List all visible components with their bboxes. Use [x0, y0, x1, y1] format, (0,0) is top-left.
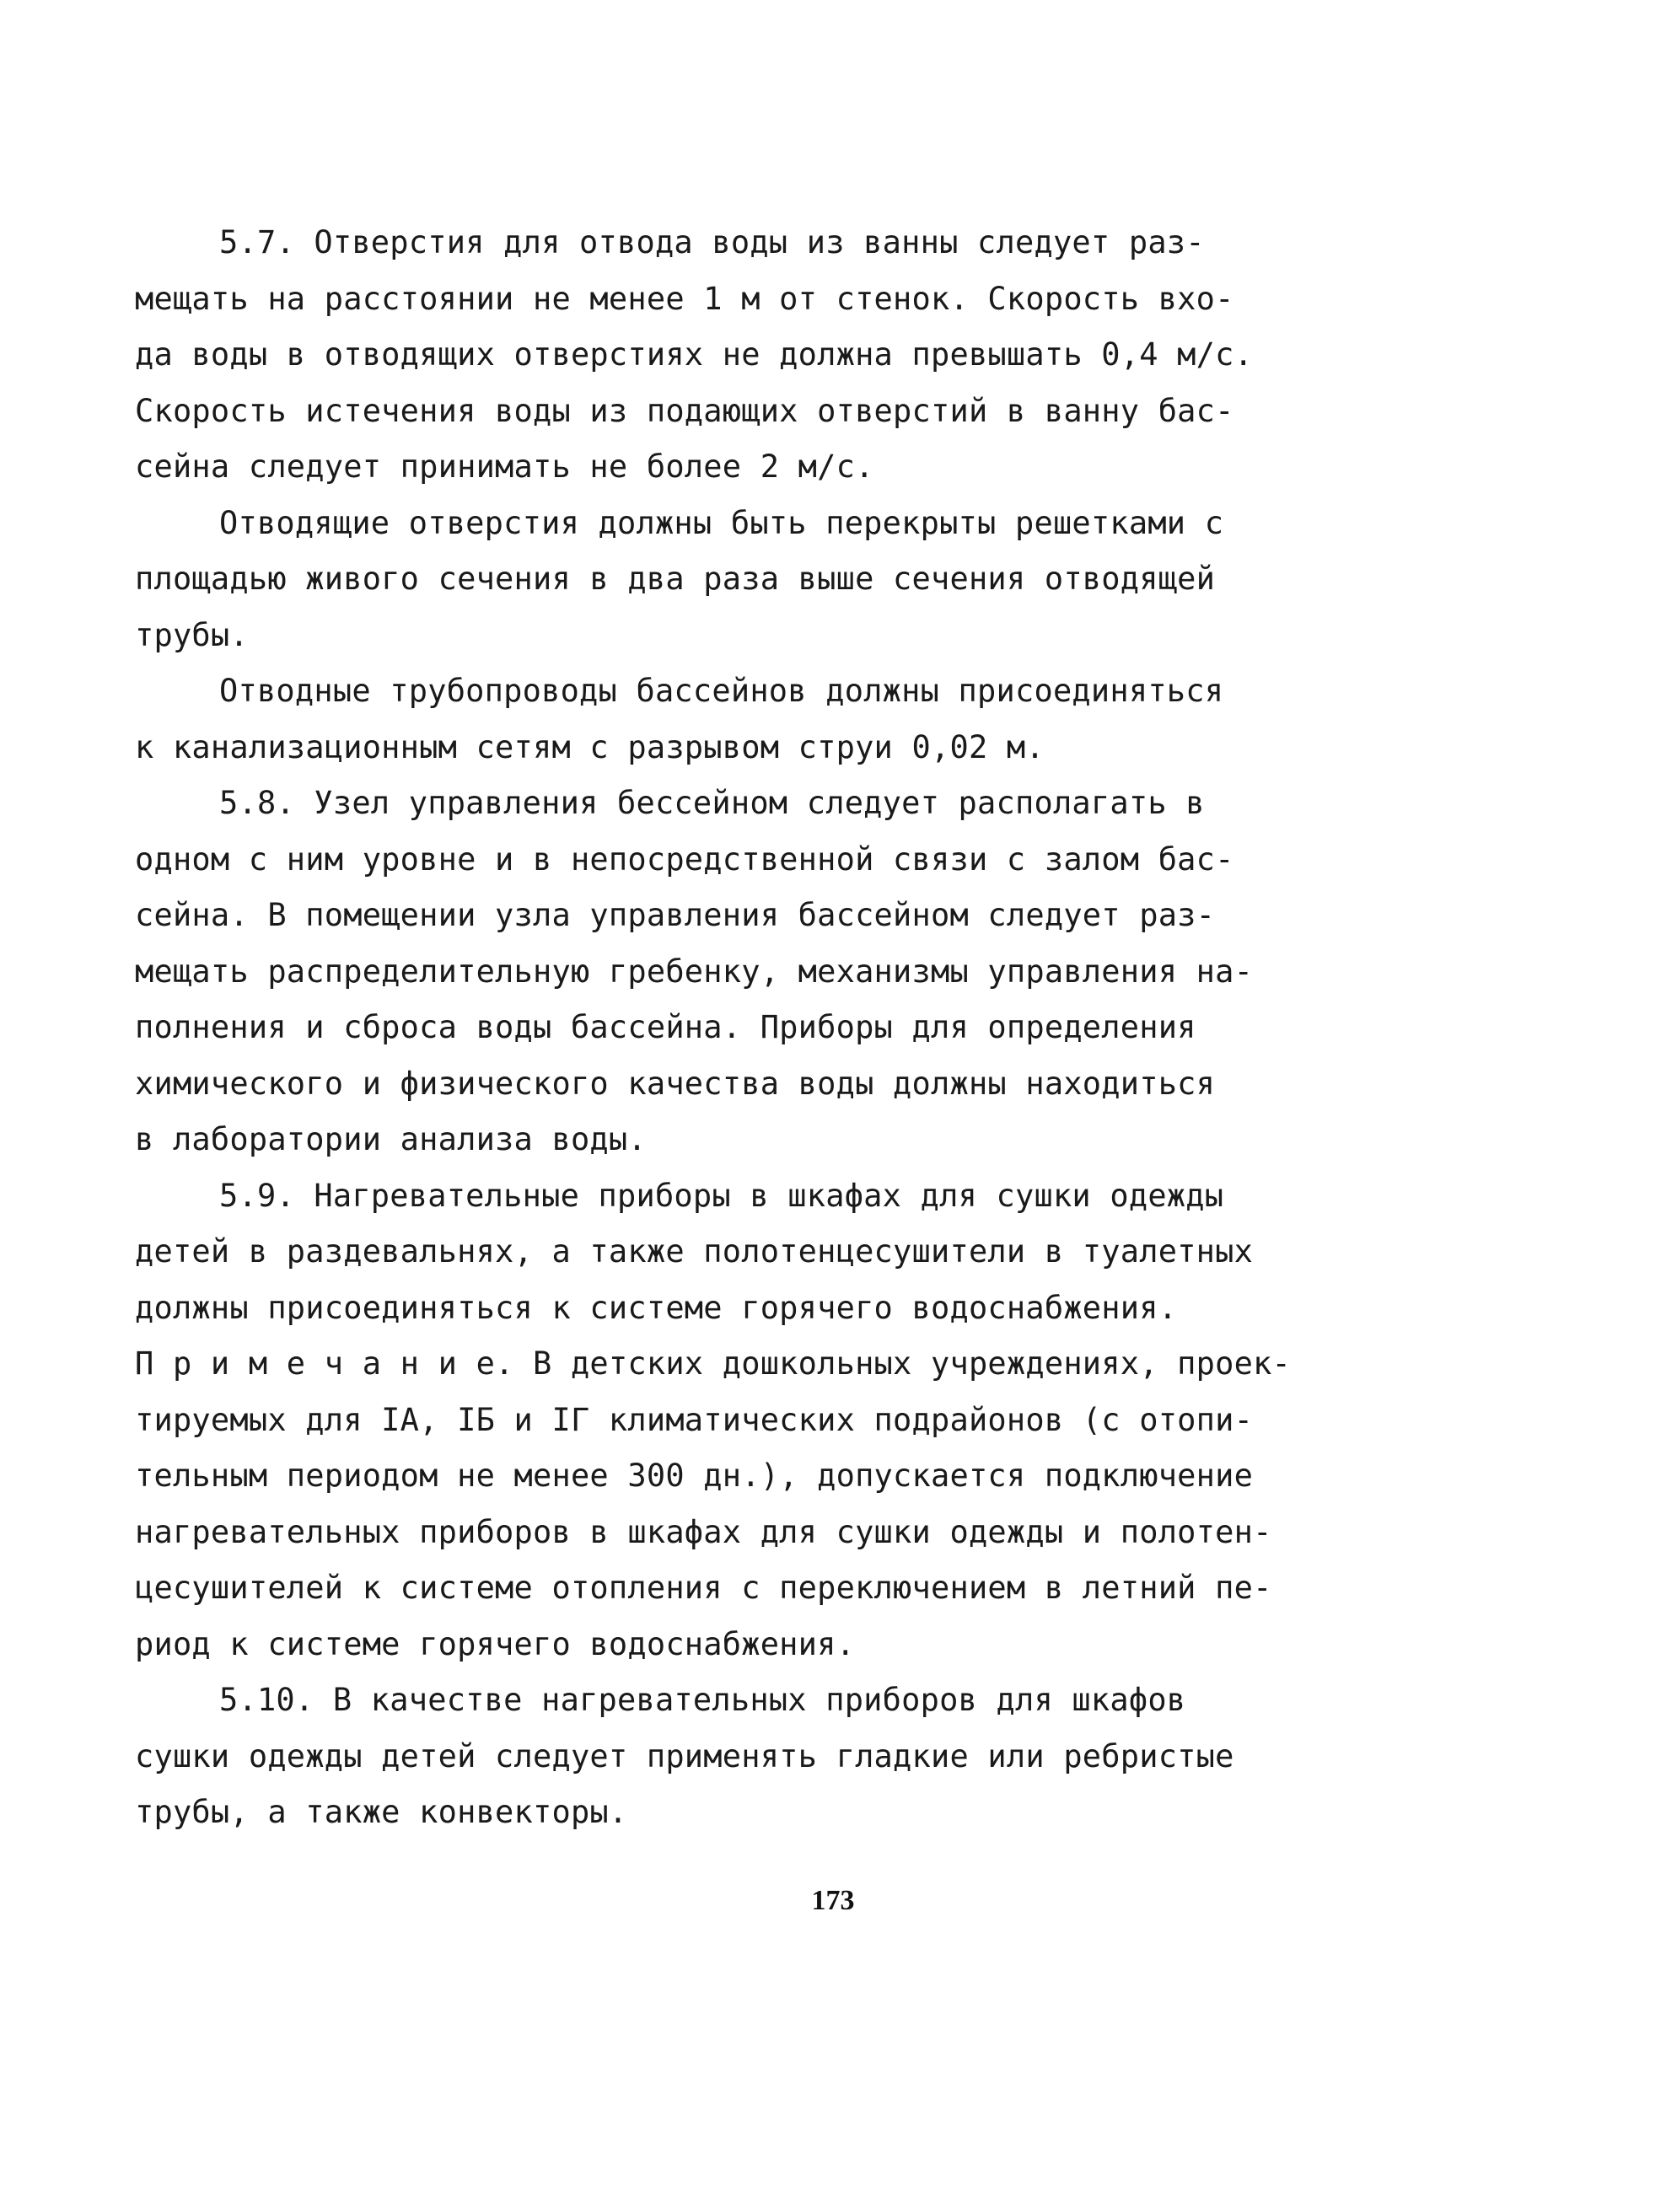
text-line: трубы.	[135, 616, 249, 653]
text-line: к канализационным сетям с разрывом струи 0,02 м.	[135, 728, 1045, 765]
text-line: риод к системе горячего водоснабжения.	[135, 1625, 856, 1662]
text-line: сейна. В помещении узла управления бассейном следует раз-	[135, 897, 1216, 933]
text-line: полнения и сброса воды бассейна. Приборы для определения	[135, 1009, 1196, 1045]
note-line: П р и м е ч а н и е. В детских дошкольных учреждениях, проек-	[135, 1345, 1292, 1382]
text-line: площадью живого сечения в два раза выше сечения отводящей	[135, 561, 1216, 597]
body-text	[135, 215, 1292, 1841]
text-line: да воды в отводящих отверстиях не должна превышать 0,4 м/с.	[135, 336, 1254, 373]
text-line: детей в раздевальнях, а также полотенцесушители в туалетных	[135, 1233, 1254, 1270]
text-line: одном с ним уровне и в непосредственной связи с залом бас-	[135, 840, 1234, 878]
text-line: цесушителей к системе отопления с переключением в летний пе-	[135, 1570, 1272, 1606]
text-line: мещать распределительную гребенку, механизмы управления на-	[135, 953, 1254, 990]
text-line: Отводящие отверстия должны быть перекрыты решетками с	[219, 504, 1224, 541]
text-line: 5.7. Отверстия для отвода воды из ванны следует раз-	[219, 224, 1205, 260]
text-line: мещать на расстоянии не менее 1 м от стенок. Скорость вхо-	[135, 280, 1234, 317]
page-number: 173	[811, 1885, 855, 1916]
text-line: Отводные трубопроводы бассейнов должны присоединяться	[219, 673, 1224, 709]
text-line: 5.10. В качестве нагревательных приборов для шкафов	[219, 1682, 1186, 1718]
text-line: трубы, а также конвекторы.	[135, 1794, 628, 1830]
text-line: в лаборатории анализа воды.	[135, 1121, 647, 1157]
text-line: 5.8. Узел управления бессейном следует располагать в	[219, 785, 1205, 821]
text-line: нагревательных приборов в шкафах для сушки одежды и полотен-	[135, 1513, 1272, 1550]
text-line: сушки одежды детей следует применять гладкие или ребристые	[135, 1737, 1234, 1774]
text-line: тируемых для IА, IБ и IГ климатических подрайонов (с отопи-	[135, 1401, 1254, 1438]
text-line: тельным периодом не менее 300 дн.), допускается подключение	[135, 1458, 1254, 1494]
text-line: сейна следует принимать не более 2 м/с.	[135, 448, 874, 485]
text-line: химического и физического качества воды должны находиться	[135, 1065, 1216, 1102]
text-line: 5.9. Нагревательные приборы в шкафах для сушки одежды	[219, 1177, 1224, 1214]
text-line: должны присоединяться к системе горячего водоснабжения.	[135, 1289, 1178, 1326]
text-line: Скорость истечения воды из подающих отверстий в ванну бас-	[135, 392, 1234, 429]
